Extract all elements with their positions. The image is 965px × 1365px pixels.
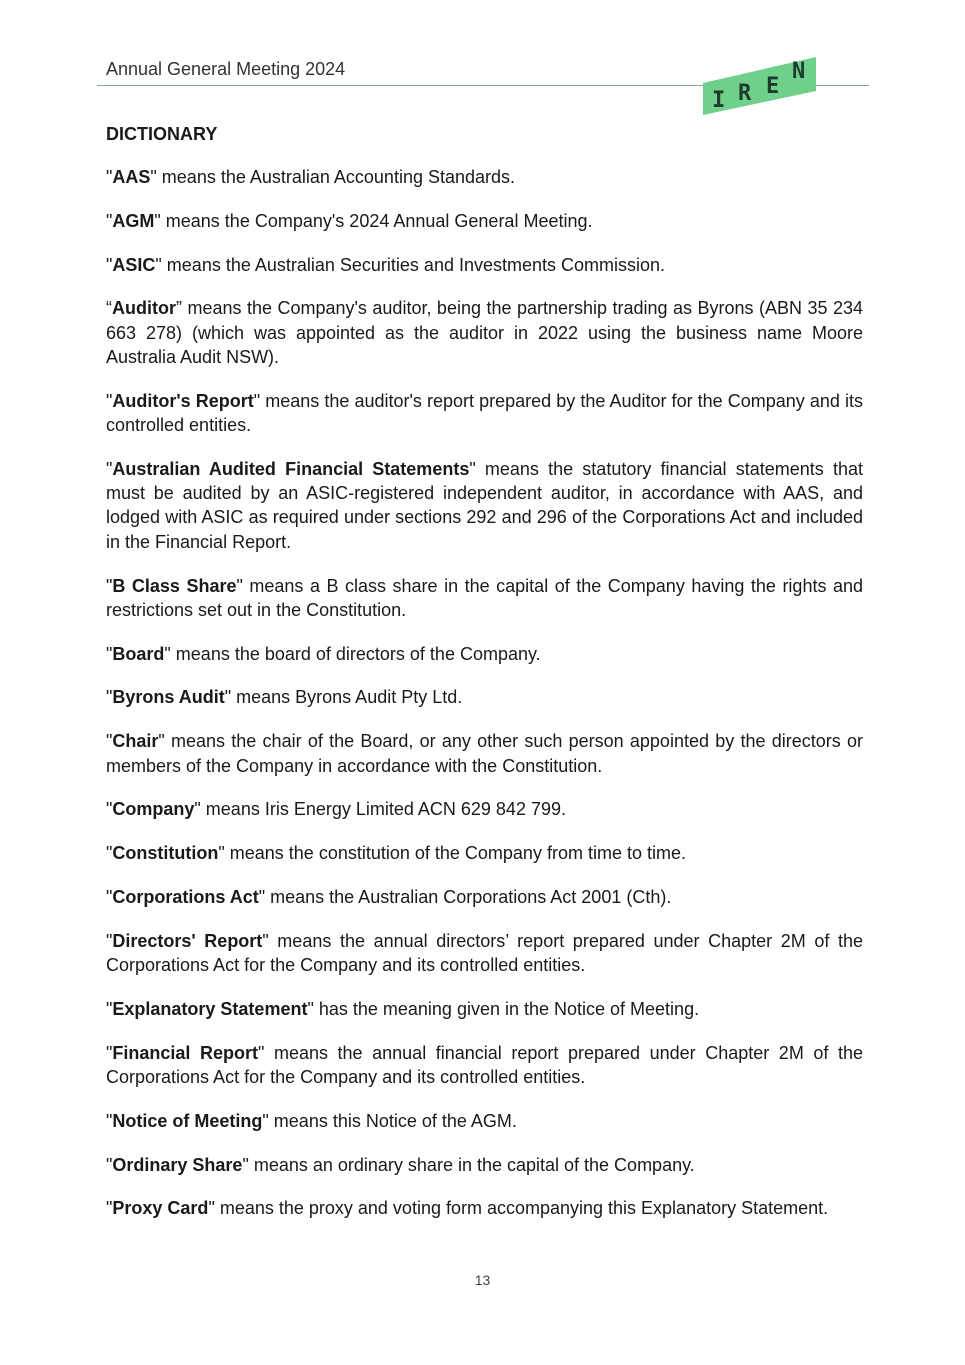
logo-letter-n: N xyxy=(792,59,806,84)
quote-close: " xyxy=(218,843,225,864)
logo-letter-i: I xyxy=(712,88,726,113)
definition-text: means Iris Energy Limited ACN 629 842 799. xyxy=(200,799,566,820)
definition-text: means the proxy and voting form accompanying this Explanatory Statement. xyxy=(214,1198,829,1219)
definition-entry xyxy=(106,574,863,623)
definition-term: Australian Audited Financial Statements xyxy=(112,458,470,479)
quote-close: " xyxy=(208,1198,215,1219)
quote-close: " xyxy=(224,687,232,708)
definition-term: Ordinary Share xyxy=(112,1154,243,1175)
quote-close: " xyxy=(164,643,171,664)
definition-term: Corporations Act xyxy=(112,886,259,907)
definition-text: means the Company's 2024 Annual General Meeting. xyxy=(160,210,593,231)
quote-close: " xyxy=(253,390,261,411)
definition-term: Explanatory Statement xyxy=(112,998,308,1019)
quote-close: " xyxy=(154,210,161,231)
definition-term: AAS xyxy=(112,167,151,187)
definition-text: means Byrons Audit Pty Ltd. xyxy=(231,687,463,708)
definition-list xyxy=(106,165,863,1221)
quote-open: " xyxy=(106,1110,113,1131)
definition-entry xyxy=(106,296,863,369)
quote-open: " xyxy=(106,575,113,596)
definition-text: means this Notice of the AGM. xyxy=(268,1110,517,1131)
quote-open: " xyxy=(106,390,113,411)
definition-text: means an ordinary share in the capital of the Company. xyxy=(248,1154,695,1175)
definition-text: means the auditor's report prepared by the Auditor for the Company and its controlled entities. xyxy=(106,390,863,436)
quote-open: " xyxy=(106,687,113,708)
quote-close: " xyxy=(194,799,201,820)
quote-open: " xyxy=(106,731,113,752)
definition-entry xyxy=(106,1109,863,1133)
definition-text: means the board of directors of the Company. xyxy=(170,643,541,664)
quote-open: " xyxy=(106,886,113,907)
definition-text: means the Australian Securities and Investments Commission. xyxy=(161,254,666,275)
definition-entry xyxy=(106,389,863,438)
quote-close: " xyxy=(158,731,165,752)
quote-open: " xyxy=(106,1154,113,1175)
quote-close: " xyxy=(150,167,157,187)
quote-open: " xyxy=(106,210,113,231)
dictionary-content xyxy=(106,124,863,1240)
logo-letter-r: R xyxy=(738,81,752,106)
quote-close: " xyxy=(307,998,314,1019)
iren-logo xyxy=(700,53,822,119)
definition-term: Byrons Audit xyxy=(112,687,225,708)
definition-term: Directors' Report xyxy=(112,930,263,951)
definition-term: Proxy Card xyxy=(112,1198,209,1219)
header-title: Annual General Meeting 2024 xyxy=(106,59,346,79)
definition-entry xyxy=(106,1196,863,1220)
logo-letter-e: E xyxy=(766,74,780,99)
quote-close: " xyxy=(262,930,269,951)
quote-open: " xyxy=(106,643,113,664)
quote-open: " xyxy=(106,1198,113,1219)
section-title: DICTIONARY xyxy=(106,124,218,144)
definition-text: means the Company's auditor, being the partnership trading as Byrons (ABN 35 234 663 278) (which was appointed as the auditor in 2022 using the business name Moore Australia Audit NSW). xyxy=(106,298,863,367)
definition-entry xyxy=(106,797,863,821)
definition-term: Chair xyxy=(112,731,159,752)
definition-text: means the annual financial report prepared under Chapter 2M of the Corporations Act for the Company and its controlled entities. xyxy=(106,1042,863,1087)
definition-term: AGM xyxy=(112,210,155,231)
quote-close: " xyxy=(469,458,476,479)
quote-close: ” xyxy=(175,298,182,319)
quote-close: " xyxy=(236,575,243,596)
quote-open: " xyxy=(106,1042,113,1063)
definition-entry xyxy=(106,885,863,909)
quote-open: " xyxy=(106,930,113,951)
quote-open: " xyxy=(106,167,113,187)
definition-term: Financial Report xyxy=(112,1042,258,1063)
quote-close: " xyxy=(258,886,266,907)
definition-entry xyxy=(106,729,863,778)
definition-entry xyxy=(106,165,863,189)
definition-text: means a B class share in the capital of the Company having the rights and restrictions set out in the Constitution. xyxy=(106,575,864,620)
definition-text: means the statutory financial statements that must be audited by an ASIC-registered independent auditor, in accordance with AAS, and lodged with ASIC as required under sections 292 and 296 of the Corporations Act and included in the Financial Report. xyxy=(106,458,863,552)
definition-term: ASIC xyxy=(112,254,156,275)
definition-entry xyxy=(106,209,863,233)
definition-text: means the annual directors’ report prepared under Chapter 2M of the Corporations Act for the Company and its controlled entities. xyxy=(106,930,864,976)
definition-term: Constitution xyxy=(112,843,219,864)
definition-text: has the meaning given in the Notice of Meeting. xyxy=(313,998,700,1019)
quote-open: “ xyxy=(106,298,112,319)
definition-entry xyxy=(106,642,863,666)
quote-close: " xyxy=(262,1110,269,1131)
definition-entry xyxy=(106,929,863,978)
page-number: 13 xyxy=(474,1272,491,1288)
definition-entry xyxy=(106,685,863,709)
definition-entry xyxy=(106,457,863,554)
quote-open: " xyxy=(106,254,113,275)
definition-entry xyxy=(106,1153,863,1177)
definition-text: means the chair of the Board, or any other such person appointed by the directors or members of the Company in accordance with the Constitution. xyxy=(106,731,863,776)
definition-term: Auditor xyxy=(112,298,176,319)
definition-term: Board xyxy=(112,643,165,664)
definition-entry xyxy=(106,997,863,1021)
definition-text: means the constitution of the Company from time to time. xyxy=(224,843,686,864)
quote-close: " xyxy=(155,254,162,275)
quote-close: " xyxy=(242,1154,249,1175)
quote-open: " xyxy=(106,799,113,820)
definition-term: Company xyxy=(112,799,195,820)
definition-text: means the Australian Accounting Standards. xyxy=(156,167,516,187)
definition-term: Notice of Meeting xyxy=(112,1110,263,1131)
quote-open: " xyxy=(106,458,113,479)
quote-close: " xyxy=(257,1042,265,1063)
definition-term: Auditor's Report xyxy=(112,390,254,411)
quote-open: " xyxy=(106,998,113,1019)
definition-entry xyxy=(106,253,863,277)
definition-text: means the Australian Corporations Act 2001 (Cth). xyxy=(265,886,672,907)
quote-open: " xyxy=(106,843,113,864)
definition-term: B Class Share xyxy=(112,575,237,596)
definition-entry xyxy=(106,1041,863,1090)
definition-entry xyxy=(106,841,863,865)
